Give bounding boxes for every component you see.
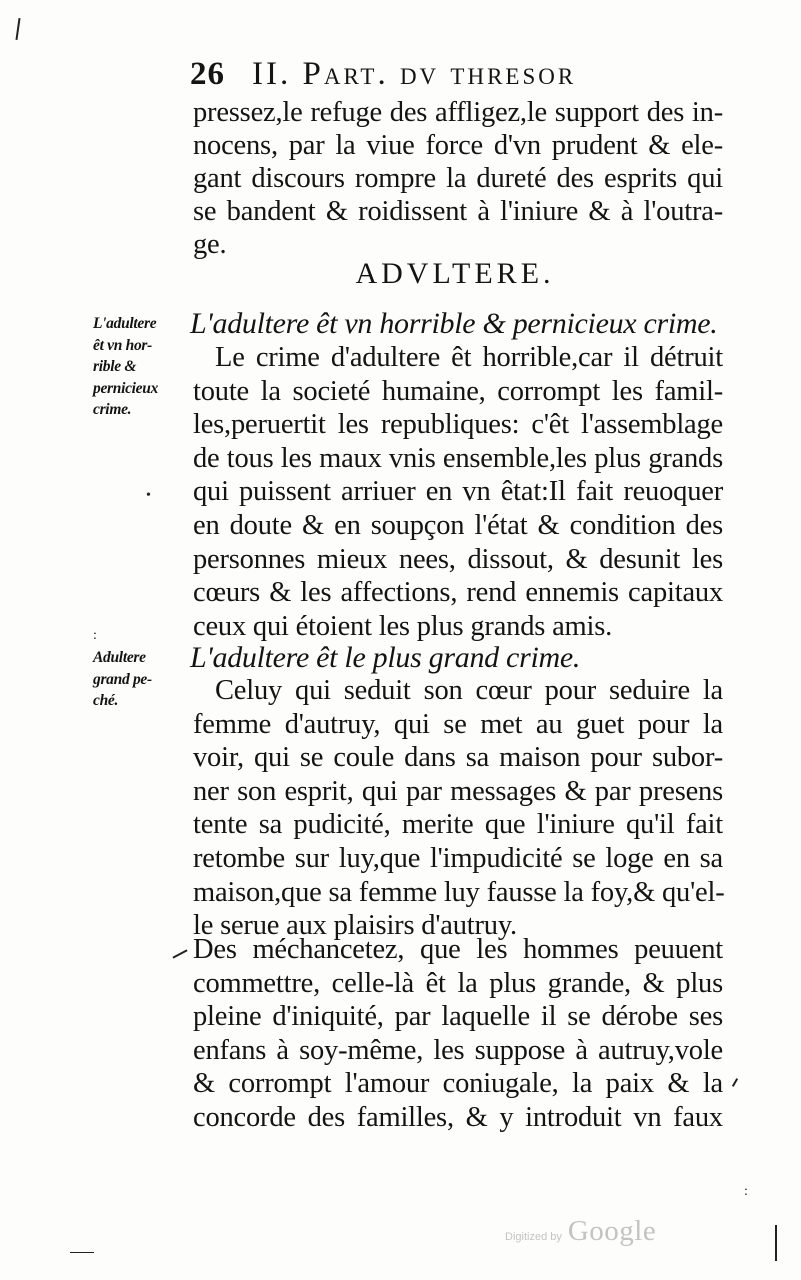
stray-dot: : [93,628,97,643]
margin-note-adultery-horrible [93,313,188,421]
text-line: voir, qui se coule dans sa maison pour subor- [193,742,723,774]
stray-mark [15,18,20,40]
text-line: femme d'autruy, qui se met au guet pour la [193,708,723,740]
margin-note-line: êt vn hor- [93,336,153,354]
text-line: en doute & en soupçon l'état & condition des [193,510,723,541]
margin-note-line: L'adultere [93,315,157,332]
digitization-watermark [505,1215,656,1255]
text-line: retombe sur luy,que l'impudicité se loge en sa [193,843,723,874]
text-line: Des méchancetez, que les hommes peuuent [193,934,723,965]
text-line: maison,que sa femme luy fausse la foy,& qu'el- [193,876,725,908]
gutter-edge [775,1225,777,1261]
text-line: pleine d'iniquité, par laquelle il se dérobe ses [193,1001,723,1033]
margin-note-line: Adultere [93,649,146,666]
text-line: de tous les maux vnis ensemble,les plus grands [193,442,723,474]
subheading-horrible-crime: L'adultere êt vn horrible & pernicieux crime. [190,307,718,340]
text-line: le serue aux plaisirs d'autruy. [193,910,517,942]
page-number: 26 [190,56,225,92]
text-line: & corrompt l'amour coniugale, la paix & la [193,1068,723,1100]
text-line: ceux qui étoient les plus grands amis. [193,610,613,642]
section-title: ADVLTERE. [355,257,555,290]
running-title: II. Part. dv thresor [252,56,577,92]
stray-mark [732,1078,738,1087]
margin-note-adultery-great-sin [93,647,188,712]
text-line: pressez,le refuge des affligez,le support des in- [193,97,723,128]
stray-dot: • [146,488,151,503]
text-line: ner son esprit, qui par messages & par presens [193,775,723,807]
margin-note-line: grand pe- [93,670,152,688]
google-logo: Google [567,1215,657,1247]
text-line: gant discours rompre la dureté des esprits qui [193,163,723,194]
stray-dot: : [744,1184,748,1199]
margin-note-line: rible & [93,358,137,375]
page-header [190,56,720,96]
margin-note-line: ché. [93,692,119,709]
text-line: tente sa pudicité, merite que l'iniure qu'il fait [193,809,723,841]
text-line: Le crime d'adultere êt horrible,car il détruit [215,342,723,373]
text-line: concorde des familles, & y introduit vn faux [193,1102,723,1133]
text-line: nocens, par la viue force d'vn prudent & ele- [193,130,723,161]
margin-note-line: crime. [93,401,132,418]
text-line: personnes mieux nees, dissout, & desunit les [193,543,723,575]
text-line: Celuy qui seduit son cœur pour seduire la [215,675,723,706]
text-line: cœurs & les affections, rend ennemis capitaux [193,577,723,609]
watermark-prefix: Digitized by [505,1231,562,1243]
text-line: ge. [193,229,227,260]
stray-mark [172,949,187,958]
text-line: qui puissent arriuer en vn êtat:Il fait reuoquer [193,476,723,508]
stray-mark [70,1252,94,1253]
text-line: les,peruertit les republiques: c'êt l'assemblage [193,409,723,441]
text-line: enfans à soy-même, les suppose à autruy,vole [193,1034,723,1066]
subheading-greatest-crime: L'adultere êt le plus grand crime. [190,641,581,674]
text-line: toute la societé humaine, corrompt les famil- [193,375,723,407]
margin-note-line: pernicieux [93,379,159,397]
text-line: commettre, celle-là êt la plus grande, & plus [193,967,723,999]
text-line: se bandent & roidissent à l'iniure & à l'outra- [193,196,723,227]
